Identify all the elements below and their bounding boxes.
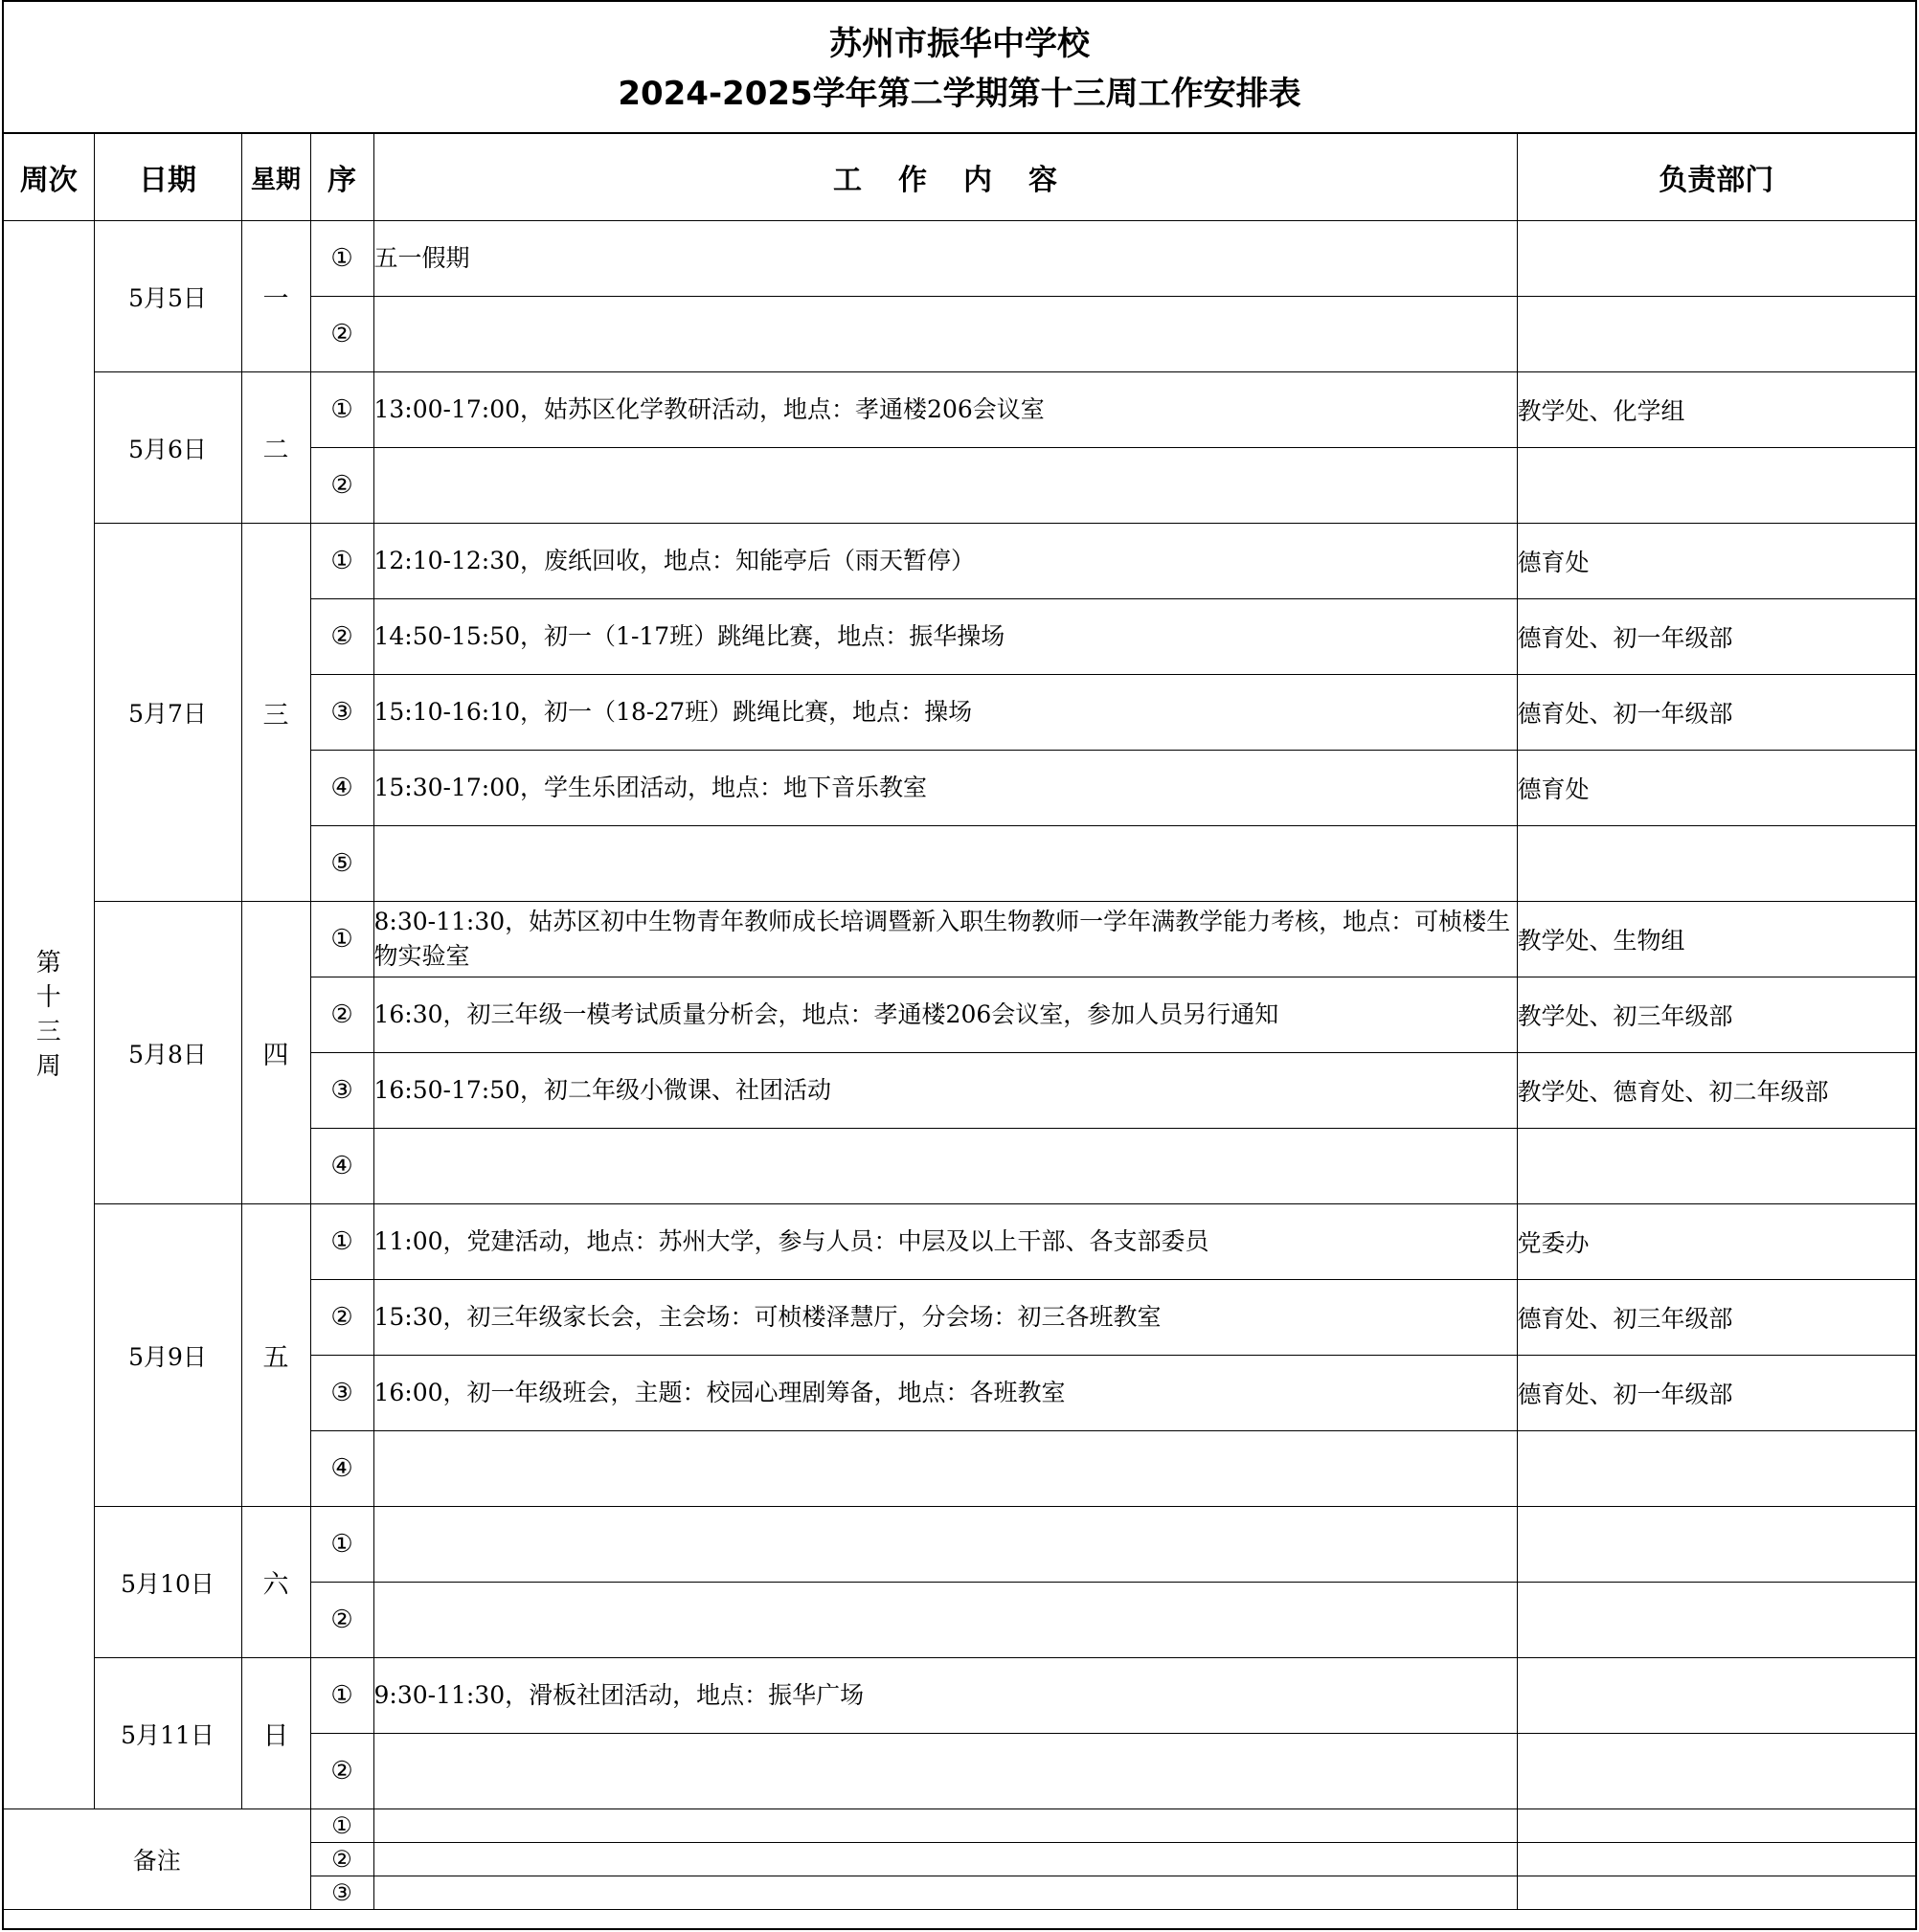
weekday-cell: 四 — [241, 902, 310, 1204]
date-cell: 5月11日 — [94, 1658, 241, 1809]
seq-cell: ① — [310, 1204, 373, 1280]
seq-cell: ① — [310, 902, 373, 977]
header-weekday: 星期 — [241, 134, 310, 221]
weekday-cell: 五 — [241, 1204, 310, 1507]
table-row — [4, 1204, 1915, 1280]
department-cell: 德育处、初一年级部 — [1517, 599, 1915, 675]
remark-label: 备注 — [4, 1809, 310, 1910]
department-cell: 教学处、化学组 — [1517, 372, 1915, 448]
remark-content-cell — [373, 1876, 1517, 1910]
remark-row — [4, 1809, 1915, 1843]
table-row — [4, 902, 1915, 977]
content-cell: 13:00-17:00，姑苏区化学教研活动，地点：孝通楼206会议室 — [373, 372, 1517, 448]
remark-department-cell — [1517, 1843, 1915, 1876]
content-cell: 8:30-11:30，姑苏区初中生物青年教师成长培调暨新入职生物教师一学年满教学能力考核，地点：可桢楼生物实验室 — [373, 902, 1517, 977]
department-cell — [1517, 1129, 1915, 1204]
seq-cell: ③ — [310, 675, 373, 751]
department-cell: 德育处 — [1517, 751, 1915, 826]
department-cell — [1517, 448, 1915, 524]
weekday-cell: 二 — [241, 372, 310, 524]
weekday-cell: 六 — [241, 1507, 310, 1658]
seq-cell: ⑤ — [310, 826, 373, 902]
content-cell — [373, 1129, 1517, 1204]
seq-cell: ② — [310, 1280, 373, 1356]
department-cell — [1517, 826, 1915, 902]
table-row — [4, 372, 1915, 448]
seq-cell: ① — [310, 372, 373, 448]
seq-cell: ① — [310, 1658, 373, 1734]
content-cell: 15:30-17:00，学生乐团活动，地点：地下音乐教室 — [373, 751, 1517, 826]
department-cell: 党委办 — [1517, 1204, 1915, 1280]
schedule-sheet — [2, 0, 1917, 1930]
department-cell: 德育处、初一年级部 — [1517, 675, 1915, 751]
seq-cell: ② — [310, 977, 373, 1053]
date-cell: 5月10日 — [94, 1507, 241, 1658]
department-cell: 教学处、生物组 — [1517, 902, 1915, 977]
remark-content-cell — [373, 1843, 1517, 1876]
content-cell — [373, 297, 1517, 372]
table-row — [4, 1507, 1915, 1583]
content-cell: 11:00，党建活动，地点：苏州大学，参与人员：中层及以上干部、各支部委员 — [373, 1204, 1517, 1280]
department-cell: 教学处、初三年级部 — [1517, 977, 1915, 1053]
schedule-table — [4, 134, 1915, 1910]
department-cell — [1517, 297, 1915, 372]
seq-cell: ① — [310, 1507, 373, 1583]
schedule-title: 2024-2025学年第二学期第十三周工作安排表 — [618, 75, 1301, 113]
week-label: 第十三周 — [35, 949, 61, 1081]
school-name: 苏州市振华中学校 — [829, 25, 1090, 63]
seq-cell: ① — [310, 524, 373, 599]
date-cell: 5月6日 — [94, 372, 241, 524]
seq-cell: ② — [310, 448, 373, 524]
content-cell: 9:30-11:30，滑板社团活动，地点：振华广场 — [373, 1658, 1517, 1734]
content-cell: 15:10-16:10，初一（18-27班）跳绳比赛，地点：操场 — [373, 675, 1517, 751]
content-cell — [373, 1431, 1517, 1507]
seq-cell: ① — [310, 221, 373, 297]
table-row — [4, 524, 1915, 599]
remark-content-cell — [373, 1809, 1517, 1843]
content-cell: 16:30，初三年级一模考试质量分析会，地点：孝通楼206会议室，参加人员另行通知 — [373, 977, 1517, 1053]
date-cell: 5月5日 — [94, 221, 241, 372]
content-cell: 16:50-17:50，初二年级小微课、社团活动 — [373, 1053, 1517, 1129]
content-cell — [373, 1583, 1517, 1658]
weekday-cell: 一 — [241, 221, 310, 372]
department-cell — [1517, 1507, 1915, 1583]
schedule-body — [4, 221, 1915, 1910]
seq-cell: ② — [310, 1583, 373, 1658]
week-cell — [4, 221, 94, 1809]
header-date: 日期 — [94, 134, 241, 221]
header-content: 工作内容 — [373, 134, 1517, 221]
department-cell — [1517, 1431, 1915, 1507]
content-cell — [373, 826, 1517, 902]
seq-cell: ④ — [310, 751, 373, 826]
department-cell: 教学处、德育处、初二年级部 — [1517, 1053, 1915, 1129]
department-cell: 德育处、初三年级部 — [1517, 1280, 1915, 1356]
header-seq: 序 — [310, 134, 373, 221]
weekday-cell: 日 — [241, 1658, 310, 1809]
date-cell: 5月9日 — [94, 1204, 241, 1507]
content-cell: 12:10-12:30，废纸回收，地点：知能亭后（雨天暂停） — [373, 524, 1517, 599]
remark-department-cell — [1517, 1809, 1915, 1843]
department-cell: 德育处 — [1517, 524, 1915, 599]
department-cell — [1517, 1658, 1915, 1734]
seq-cell: ④ — [310, 1129, 373, 1204]
content-cell — [373, 448, 1517, 524]
content-cell: 五一假期 — [373, 221, 1517, 297]
remark-seq-cell: ② — [310, 1843, 373, 1876]
department-cell: 德育处、初一年级部 — [1517, 1356, 1915, 1431]
remark-department-cell — [1517, 1876, 1915, 1910]
content-cell — [373, 1507, 1517, 1583]
date-cell: 5月7日 — [94, 524, 241, 902]
title-block — [4, 2, 1915, 134]
department-cell — [1517, 1583, 1915, 1658]
seq-cell: ② — [310, 1734, 373, 1809]
header-department: 负责部门 — [1517, 134, 1915, 221]
header-row — [4, 134, 1915, 221]
header-week: 周次 — [4, 134, 94, 221]
seq-cell: ④ — [310, 1431, 373, 1507]
seq-cell: ③ — [310, 1053, 373, 1129]
seq-cell: ② — [310, 297, 373, 372]
seq-cell: ③ — [310, 1356, 373, 1431]
table-row — [4, 221, 1915, 297]
seq-cell: ② — [310, 599, 373, 675]
content-cell — [373, 1734, 1517, 1809]
date-cell: 5月8日 — [94, 902, 241, 1204]
content-cell: 15:30，初三年级家长会，主会场：可桢楼泽慧厅，分会场：初三各班教室 — [373, 1280, 1517, 1356]
department-cell — [1517, 221, 1915, 297]
remark-seq-cell: ③ — [310, 1876, 373, 1910]
remark-seq-cell: ① — [310, 1809, 373, 1843]
table-row — [4, 1658, 1915, 1734]
weekday-cell: 三 — [241, 524, 310, 902]
content-cell: 16:00，初一年级班会，主题：校园心理剧筹备，地点：各班教室 — [373, 1356, 1517, 1431]
department-cell — [1517, 1734, 1915, 1809]
content-cell: 14:50-15:50，初一（1-17班）跳绳比赛，地点：振华操场 — [373, 599, 1517, 675]
